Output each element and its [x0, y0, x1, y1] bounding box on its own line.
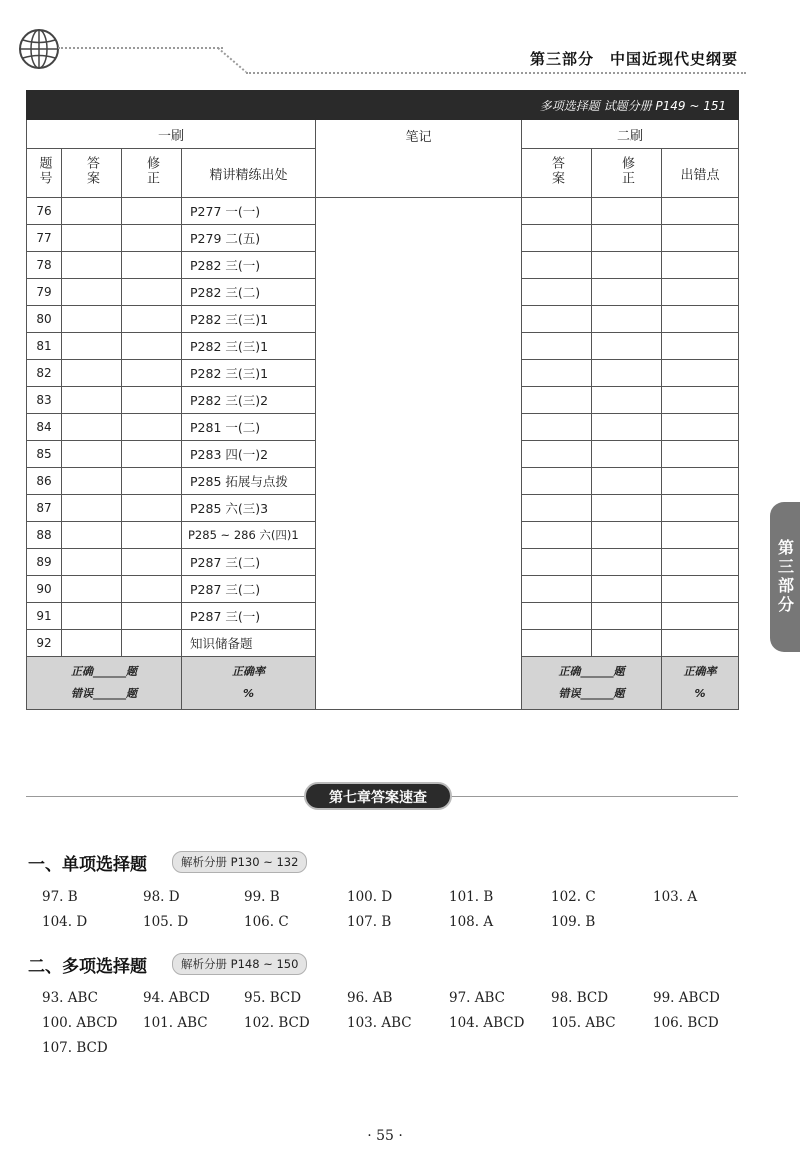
answer-key-banner: 第七章答案速查: [304, 782, 452, 810]
question-number: 89: [27, 549, 62, 576]
fix2-cell[interactable]: [592, 225, 662, 252]
answer-cell[interactable]: [62, 576, 122, 603]
answer-cell[interactable]: [62, 252, 122, 279]
answer-item: 106. C: [244, 914, 289, 930]
answer2-cell[interactable]: [522, 306, 592, 333]
answer-item: 104. D: [42, 914, 88, 930]
fix-cell[interactable]: [122, 414, 182, 441]
fix-cell[interactable]: [122, 549, 182, 576]
fix-cell[interactable]: [122, 198, 182, 225]
fix2-cell[interactable]: [592, 549, 662, 576]
fix-cell[interactable]: [122, 522, 182, 549]
first-pass-header: 一刷: [27, 120, 316, 149]
second-pass-tally: [522, 657, 662, 710]
col-fix: 修正: [122, 149, 182, 198]
answer-item: 107. B: [347, 914, 392, 930]
notes-header: 笔记: [316, 120, 522, 198]
page-number: · 55 ·: [367, 1128, 403, 1144]
source-ref: P282 三(三)1: [182, 360, 316, 387]
correct-count-label: 正确______题: [71, 665, 137, 678]
multi-choice-title: 二、多项选择题: [28, 957, 147, 977]
fix-cell[interactable]: [122, 306, 182, 333]
answer-item: 95. BCD: [244, 990, 302, 1006]
answer-item: 106. BCD: [653, 1015, 719, 1031]
fix-cell[interactable]: [122, 495, 182, 522]
answer-cell[interactable]: [62, 630, 122, 657]
error-cell[interactable]: [662, 387, 739, 414]
col-answer: 答案: [62, 149, 122, 198]
answer-cell[interactable]: [62, 414, 122, 441]
source-ref: 知识储备题: [182, 630, 316, 657]
question-number: 91: [27, 603, 62, 630]
answer-item: 100. ABCD: [42, 1015, 118, 1031]
fix2-cell[interactable]: [592, 387, 662, 414]
question-number: 80: [27, 306, 62, 333]
answer-item: 93. ABC: [42, 990, 99, 1006]
notes-area[interactable]: [316, 198, 522, 710]
answer2-cell[interactable]: [522, 333, 592, 360]
source-ref: P287 三(二): [182, 549, 316, 576]
answer2-cell[interactable]: [522, 225, 592, 252]
fix-cell[interactable]: [122, 252, 182, 279]
answer-cell[interactable]: [62, 495, 122, 522]
source-ref: P285 六(三)3: [182, 495, 316, 522]
answer-item: 108. A: [449, 914, 494, 930]
fix-cell[interactable]: [122, 441, 182, 468]
error-cell[interactable]: [662, 225, 739, 252]
question-number: 81: [27, 333, 62, 360]
fix2-cell[interactable]: [592, 306, 662, 333]
answer-cell[interactable]: [62, 306, 122, 333]
fix2-cell[interactable]: [592, 522, 662, 549]
error-cell[interactable]: [662, 252, 739, 279]
fix2-cell[interactable]: [592, 441, 662, 468]
question-number: 84: [27, 414, 62, 441]
error-cell[interactable]: [662, 603, 739, 630]
question-number: 78: [27, 252, 62, 279]
answer-item: 104. ABCD: [449, 1015, 525, 1031]
answer-item: 98. D: [143, 889, 180, 905]
multi-choice-ref: 解析分册 P148 ~ 150: [172, 953, 307, 975]
answer-item: 96. AB: [347, 990, 393, 1006]
fix-cell[interactable]: [122, 468, 182, 495]
fix2-cell[interactable]: [592, 495, 662, 522]
answer2-cell[interactable]: [522, 549, 592, 576]
answer2-cell[interactable]: [522, 495, 592, 522]
wrong-count-label: 错误______题: [71, 687, 137, 700]
error-cell[interactable]: [662, 333, 739, 360]
answer-item: 101. B: [449, 889, 494, 905]
question-number: 92: [27, 630, 62, 657]
fix-cell[interactable]: [122, 630, 182, 657]
fix2-cell[interactable]: [592, 414, 662, 441]
review-table: [26, 90, 739, 710]
section-header-row: [27, 120, 739, 149]
question-number: 79: [27, 279, 62, 306]
col-question-number: 题号: [27, 149, 62, 198]
rate-label: 正确率: [232, 665, 265, 678]
answer-item: 103. A: [653, 889, 698, 905]
error-cell[interactable]: [662, 306, 739, 333]
error-cell[interactable]: [662, 441, 739, 468]
answer-item: 102. C: [551, 889, 596, 905]
fix2-cell[interactable]: [592, 576, 662, 603]
fix-cell[interactable]: [122, 225, 182, 252]
answer-item: 102. BCD: [244, 1015, 310, 1031]
answer2-cell[interactable]: [522, 576, 592, 603]
table-row: [27, 198, 739, 225]
answer-cell[interactable]: [62, 198, 122, 225]
question-number: 85: [27, 441, 62, 468]
fix-cell[interactable]: [122, 576, 182, 603]
fix-cell[interactable]: [122, 333, 182, 360]
col-fix-2: 修正: [592, 149, 662, 198]
source-ref: P281 一(二): [182, 414, 316, 441]
running-header: 第三部分 中国近现代史纲要: [529, 50, 738, 68]
second-pass-header: 二刷: [522, 120, 739, 149]
source-ref: P282 三(三)1: [182, 333, 316, 360]
answer-item: 105. ABC: [551, 1015, 616, 1031]
answer-item: 98. BCD: [551, 990, 609, 1006]
rate-label-2: 正确率: [683, 665, 717, 678]
answer2-cell[interactable]: [522, 441, 592, 468]
question-number: 86: [27, 468, 62, 495]
header-rule-slant: [218, 47, 248, 73]
fix2-cell[interactable]: [592, 603, 662, 630]
fix2-cell[interactable]: [592, 279, 662, 306]
second-pass-rate: [662, 657, 739, 710]
answer-item: 99. B: [244, 889, 280, 905]
fix2-cell[interactable]: [592, 252, 662, 279]
source-ref: P287 三(二): [182, 576, 316, 603]
answer-item: 99. ABCD: [653, 990, 720, 1006]
answer2-cell[interactable]: [522, 603, 592, 630]
source-ref: P282 三(一): [182, 252, 316, 279]
answer-cell[interactable]: [62, 522, 122, 549]
first-pass-tally: [27, 657, 182, 710]
error-cell[interactable]: [662, 414, 739, 441]
error-cell[interactable]: [662, 630, 739, 657]
globe-icon: [18, 28, 60, 70]
single-choice-ref: 解析分册 P130 ~ 132: [172, 851, 307, 873]
table-title-bar: [27, 91, 739, 120]
question-number: 82: [27, 360, 62, 387]
table-title: 多项选择题 试题分册 P149 ~ 151: [27, 91, 739, 120]
answer-cell[interactable]: [62, 225, 122, 252]
col-source: 精讲精练出处: [182, 149, 316, 198]
source-ref: P282 三(三)1: [182, 306, 316, 333]
answer-item: 101. ABC: [143, 1015, 208, 1031]
source-ref: P282 三(三)2: [182, 387, 316, 414]
source-ref: P283 四(一)2: [182, 441, 316, 468]
answer-item: 109. B: [551, 914, 596, 930]
answer2-cell[interactable]: [522, 252, 592, 279]
header-rule-left: [58, 47, 223, 49]
answer-item: 94. ABCD: [143, 990, 210, 1006]
single-choice-title: 一、单项选择题: [28, 855, 147, 875]
error-cell[interactable]: [662, 522, 739, 549]
header-rule-right: [246, 72, 746, 74]
answer2-cell[interactable]: [522, 387, 592, 414]
answer-cell[interactable]: [62, 549, 122, 576]
answer-cell[interactable]: [62, 441, 122, 468]
source-ref: P285 ~ 286 六(四)1: [182, 522, 316, 549]
error-cell[interactable]: [662, 198, 739, 225]
answer-item: 107. BCD: [42, 1040, 108, 1056]
question-number: 88: [27, 522, 62, 549]
chapter-side-tab: 第三部分: [770, 502, 800, 652]
answer-cell[interactable]: [62, 603, 122, 630]
fix-cell[interactable]: [122, 387, 182, 414]
question-number: 83: [27, 387, 62, 414]
answer2-cell[interactable]: [522, 414, 592, 441]
answer-item: 97. B: [42, 889, 78, 905]
error-cell[interactable]: [662, 360, 739, 387]
answer2-cell[interactable]: [522, 279, 592, 306]
fix2-cell[interactable]: [592, 630, 662, 657]
source-ref: P285 拓展与点拨: [182, 468, 316, 495]
answer2-cell[interactable]: [522, 630, 592, 657]
answer-item: 97. ABC: [449, 990, 506, 1006]
error-cell[interactable]: [662, 576, 739, 603]
first-pass-rate: [182, 657, 316, 710]
question-number: 87: [27, 495, 62, 522]
source-ref: P279 二(五): [182, 225, 316, 252]
answer-item: 100. D: [347, 889, 393, 905]
answer-cell[interactable]: [62, 387, 122, 414]
correct-count-label-2: 正确______题: [558, 665, 625, 678]
source-ref: P277 一(一): [182, 198, 316, 225]
answer-cell[interactable]: [62, 279, 122, 306]
question-number: 76: [27, 198, 62, 225]
col-answer-2: 答案: [522, 149, 592, 198]
rate-unit: %: [242, 687, 255, 700]
wrong-count-label-2: 错误______题: [558, 687, 625, 700]
fix-cell[interactable]: [122, 360, 182, 387]
question-number: 90: [27, 576, 62, 603]
fix2-cell[interactable]: [592, 360, 662, 387]
error-cell[interactable]: [662, 279, 739, 306]
error-cell[interactable]: [662, 468, 739, 495]
answer-cell[interactable]: [62, 333, 122, 360]
col-error-point: 出错点: [662, 149, 739, 198]
answer2-cell[interactable]: [522, 522, 592, 549]
error-cell[interactable]: [662, 549, 739, 576]
answer-cell[interactable]: [62, 468, 122, 495]
answer-cell[interactable]: [62, 360, 122, 387]
answer2-cell[interactable]: [522, 468, 592, 495]
fix2-cell[interactable]: [592, 468, 662, 495]
answer2-cell[interactable]: [522, 360, 592, 387]
source-ref: P282 三(二): [182, 279, 316, 306]
fix2-cell[interactable]: [592, 198, 662, 225]
question-number: 77: [27, 225, 62, 252]
source-ref: P287 三(一): [182, 603, 316, 630]
answer-item: 105. D: [143, 914, 189, 930]
rate-unit-2: %: [694, 687, 706, 700]
answer2-cell[interactable]: [522, 198, 592, 225]
error-cell[interactable]: [662, 495, 739, 522]
fix-cell[interactable]: [122, 279, 182, 306]
fix-cell[interactable]: [122, 603, 182, 630]
fix2-cell[interactable]: [592, 333, 662, 360]
answer-item: 103. ABC: [347, 1015, 412, 1031]
